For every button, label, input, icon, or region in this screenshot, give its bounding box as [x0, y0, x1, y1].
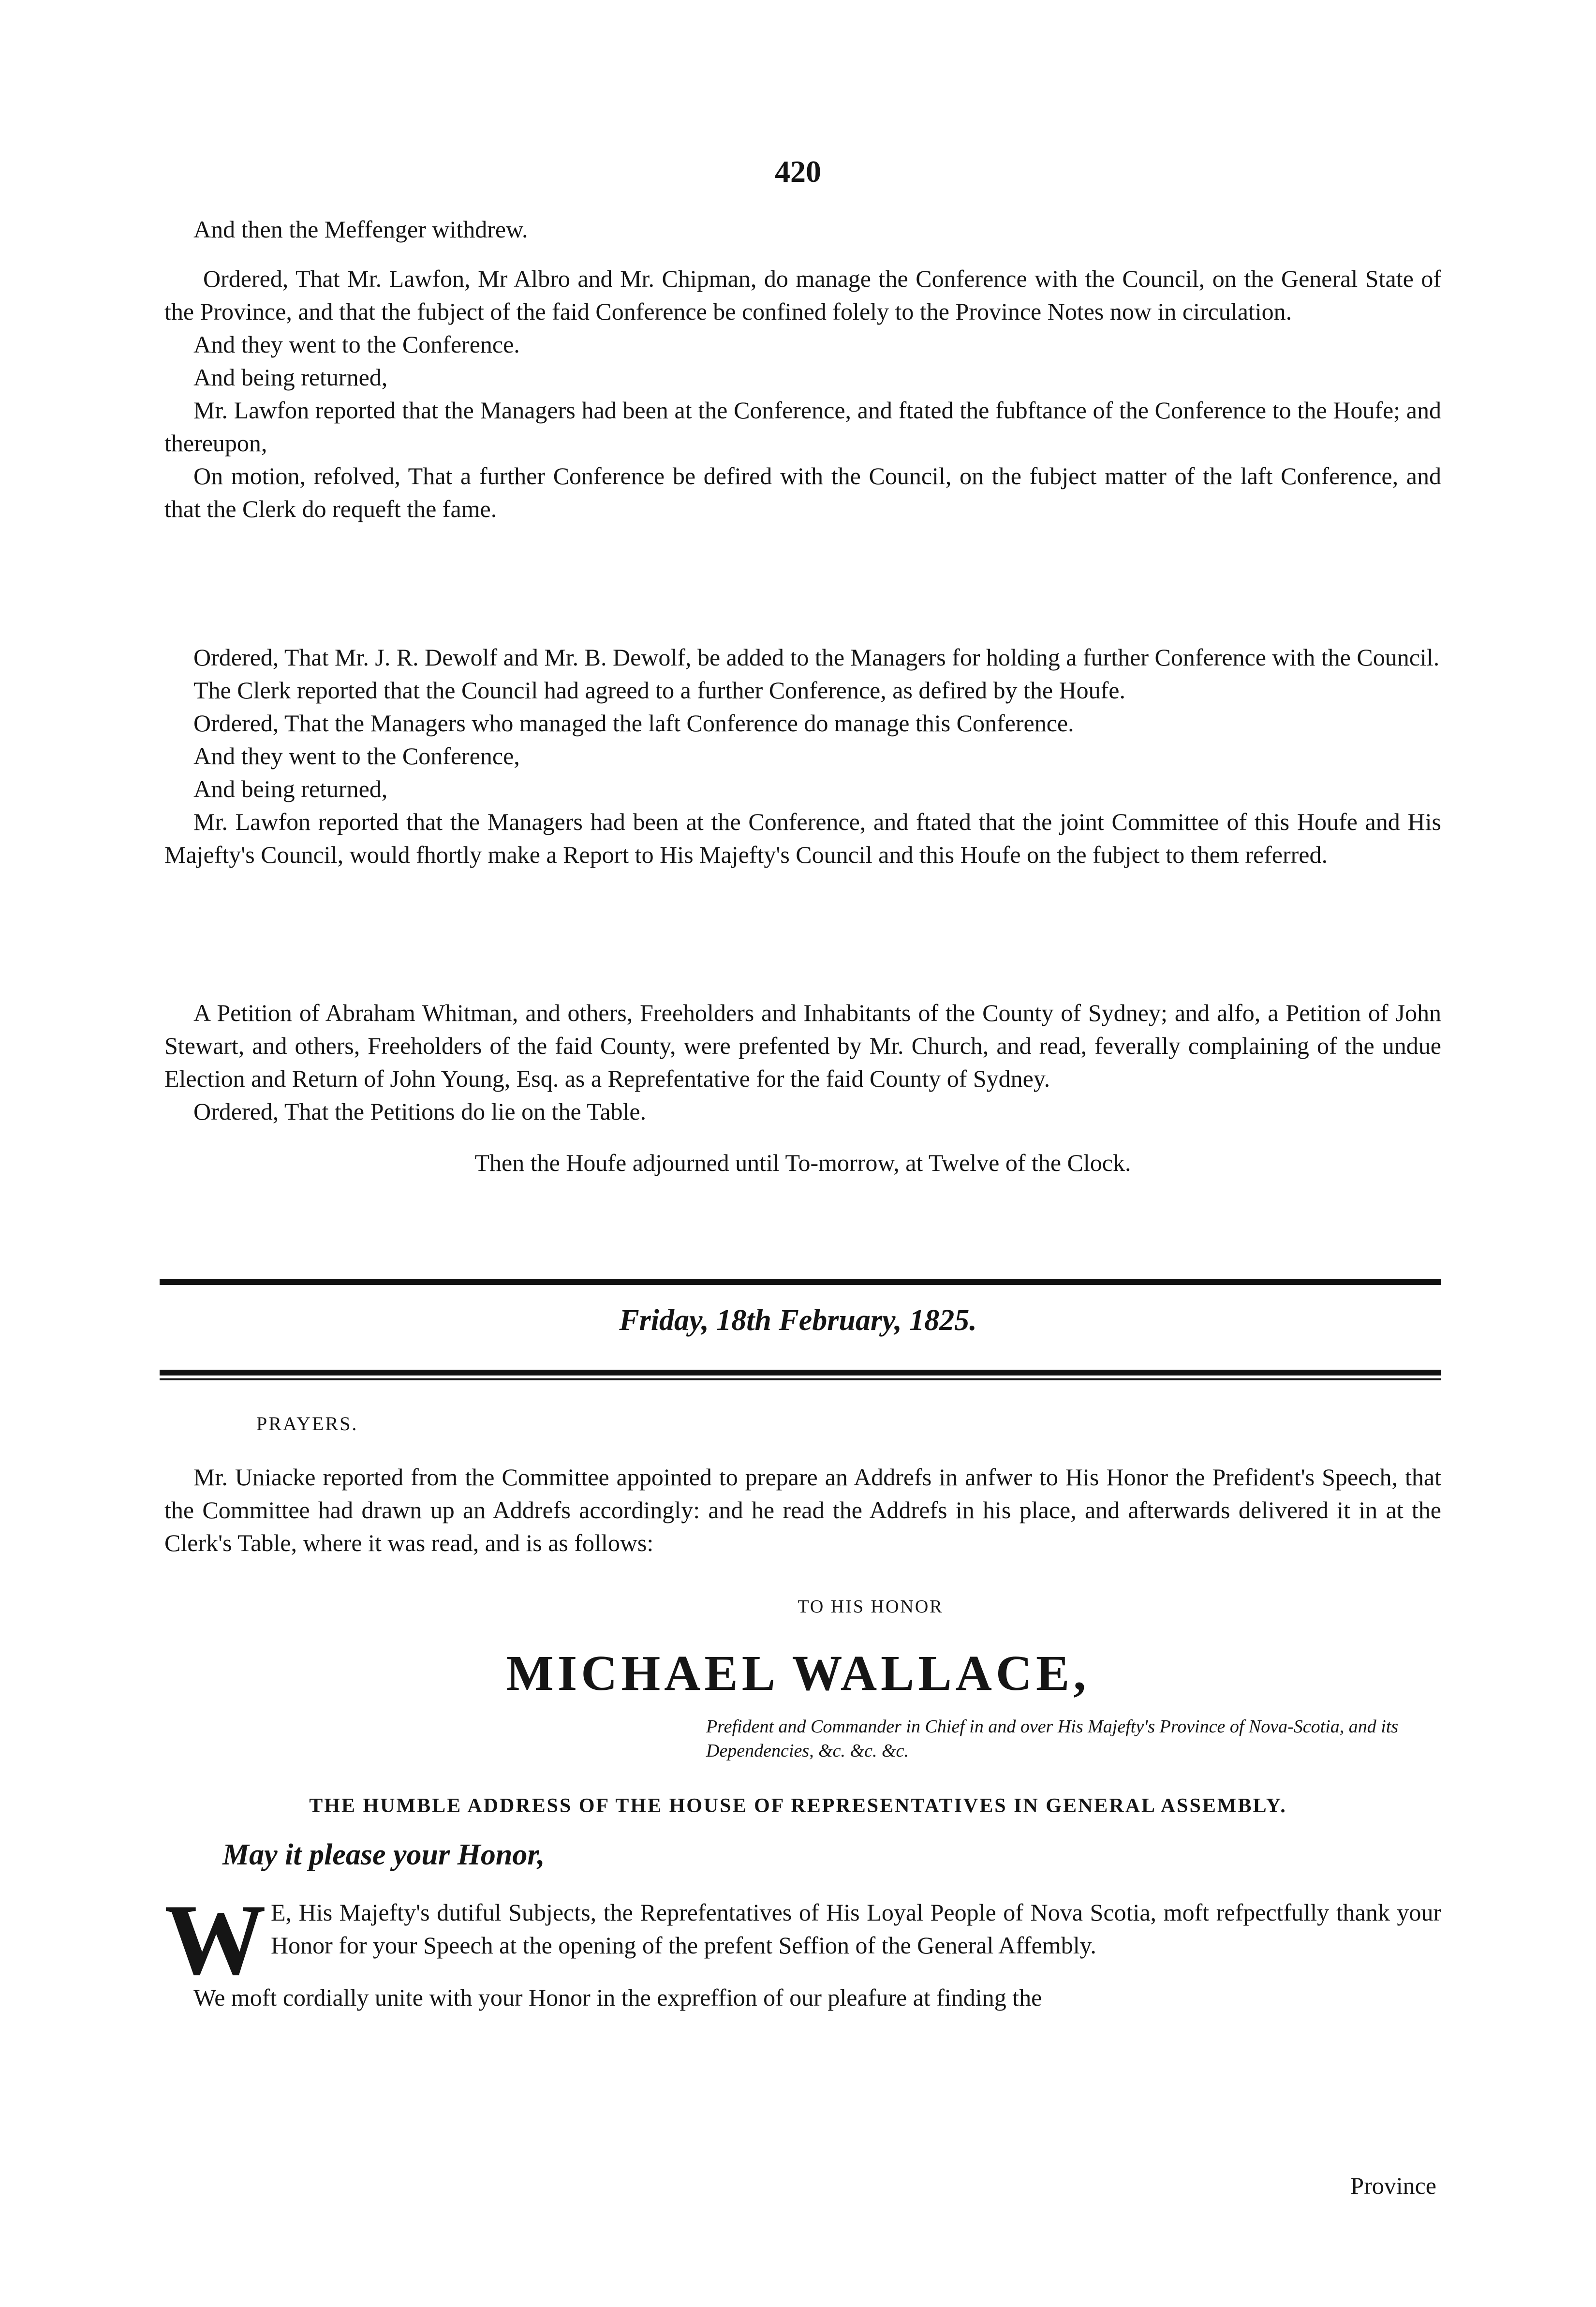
lawson-report-2: Mr. Lawfon reported that the Managers had been at the Conference, and ftated that the joint Committee of this Houfe and His Majefty's Council, would fhortly make a Report to His Majefty's Council and this Houfe on the fubject to them referred.	[164, 808, 1441, 868]
proceedings-part-1	[164, 213, 1441, 525]
went-to-conference: And they went to the Conference.	[193, 331, 520, 358]
address-paragraph-2: We moft cordially unite with your Honor in the expreffion of our pleafure at finding the	[193, 1984, 1042, 2011]
section-rule-bottom	[160, 1370, 1441, 1375]
address-paragraph-1-text: E, His Majefty's dutiful Subjects, the Reprefentatives of His Loyal People of Nova Scotia, moft refpectfully thank your Honor for your Speech at the opening of the prefent Seffion of the General Affembly.	[271, 1899, 1441, 1959]
adjourned-line: Then the Houfe adjourned until To-morrow, at Twelve of the Clock.	[474, 1149, 1131, 1176]
addressee-name: MICHAEL WALLACE,	[506, 1645, 1090, 1701]
uniacke-paragraph: Mr. Uniacke reported from the Committee appointed to prepare an Addrefs in anfwer to His Honor the Prefident's Speech, that the Committee had drawn up an Addrefs accordingly: and he read the Addrefs in his place, and afterwards delivered it in at the Clerk's Table, where it was read, and is as follows:	[164, 1464, 1441, 1556]
went-to-conference-2: And they went to the Conference,	[193, 742, 520, 769]
date-heading: Friday, 18th February, 1825.	[619, 1304, 977, 1337]
clerk-report: The Clerk reported that the Council had agreed to a further Conference, as defired by the Houfe.	[193, 677, 1126, 704]
proceedings-part-2	[164, 641, 1441, 871]
to-his-honor: TO HIS HONOR	[798, 1597, 944, 1617]
ordered-table: Ordered, That the Petitions do lie on the Table.	[193, 1098, 647, 1125]
section-rule-bottom-thin	[160, 1378, 1441, 1380]
ordered-same-managers: Ordered, That the Managers who managed the laft Conference do manage this Conference.	[193, 710, 1074, 737]
prayers-label: PRAYERS.	[256, 1413, 358, 1434]
lawson-report: Mr. Lawfon reported that the Managers had been at the Conference, and ftated the fubftance of the Conference to the Houfe; and thereupon,	[164, 397, 1441, 457]
address-paragraph-1	[164, 1884, 1441, 1996]
proceedings-part-3	[164, 996, 1441, 1179]
addressee-title: Prefident and Commander in Chief in and over His Majefty's Province of Nova-Scotia, and its Dependencies, &c. &c. &c.	[706, 1716, 1399, 1761]
ordered-managers: Ordered, That Mr. Lawfon, Mr Albro and Mr. Chipman, do manage the Conference with the Council, on the General State of the Province, and that the fubject of the faid Conference be confined folely to the Province Notes now in circulation.	[164, 265, 1441, 325]
ordered-dewolf: Ordered, That Mr. J. R. Dewolf and Mr. B. Dewolf, be added to the Managers for holding a further Conference with the Council.	[193, 644, 1440, 671]
drop-cap: W	[164, 1884, 266, 1996]
being-returned: And being returned,	[193, 364, 388, 391]
section-rule-top	[160, 1279, 1441, 1285]
salutation: May it please your Honor,	[222, 1838, 545, 1871]
messenger-line: And then the Meffenger withdrew.	[193, 216, 528, 243]
uniacke-report	[164, 1461, 1441, 1559]
being-returned-2: And being returned,	[193, 775, 388, 802]
address-body	[164, 1884, 1441, 2014]
address-heading: THE HUMBLE ADDRESS OF THE HOUSE OF REPRESENTATIVES IN GENERAL ASSEMBLY.	[309, 1795, 1287, 1817]
catchword: Province	[1350, 2172, 1436, 2199]
page-number: 420	[775, 154, 821, 189]
motion-resolved: On motion, refolved, That a further Conference be defired with the Council, on the fubject matter of the laft Conference, and that the Clerk do requeft the fame.	[164, 462, 1441, 522]
petition-paragraph: A Petition of Abraham Whitman, and others, Freeholders and Inhabitants of the County of Sydney; and alfo, a Petition of John Stewart, and others, Freeholders of the faid County, were prefented by Mr. Church, and read, feverally complaining of the undue Election and Return of John Young, Esq. as a Reprefentative for the faid County of Sydney.	[164, 999, 1441, 1092]
